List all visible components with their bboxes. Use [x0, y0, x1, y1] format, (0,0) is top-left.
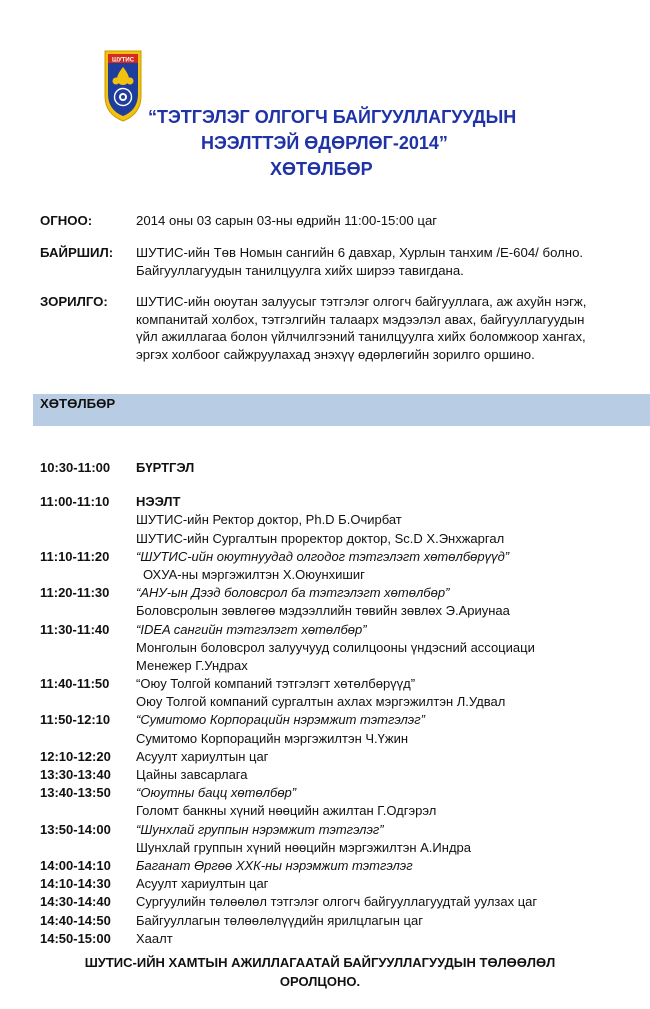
- schedule-row: [40, 839, 640, 857]
- schedule-text: Сургуулийн төлөөлөл тэтгэлэг олгогч байгууллагуудтай уулзах цаг: [136, 894, 538, 910]
- schedule-text: Байгууллагын төлөөлөлүүдийн ярилцлагын цаг: [136, 912, 423, 928]
- logo-label: ШУТИС: [111, 57, 135, 64]
- schedule-row: [40, 766, 640, 784]
- goal-label: ЗОРИЛГО:: [40, 294, 108, 309]
- schedule-time: 13:30-13:40: [40, 767, 111, 782]
- schedule-time: 11:00-11:10: [40, 494, 110, 510]
- footer-note: [40, 953, 600, 991]
- schedule-row: [40, 548, 640, 566]
- schedule-text: Менежер Г.Ундрах: [136, 657, 248, 673]
- schedule-row: [40, 459, 640, 477]
- schedule-row: [40, 675, 640, 693]
- schedule-text: НЭЭЛТ: [136, 494, 181, 510]
- schedule-text: БҮРТГЭЛ: [136, 460, 195, 475]
- schedule-time: 14:40-14:50: [40, 912, 111, 928]
- schedule-row: [40, 857, 640, 875]
- schedule-text: ОХУА-ны мэргэжилтэн Х.Оюунхишиг: [143, 566, 365, 582]
- schedule-text: Цайны завсарлага: [136, 767, 248, 782]
- schedule-row: [40, 602, 640, 620]
- schedule-row: [40, 639, 640, 657]
- place-label: БАЙРШИЛ:: [40, 245, 114, 260]
- schedule-text: ШУТИС-ийн Сургалтын проректор доктор, Sc.D Х.Энхжаргал: [136, 530, 505, 546]
- schedule-text: Асуулт хариултын цаг: [136, 748, 269, 764]
- schedule-row: [40, 730, 640, 748]
- schedule-text: Шунхлай группын хүний нөөцийн мэргэжилтэн А.Индра: [136, 839, 471, 855]
- schedule-time: 11:20-11:30: [40, 585, 110, 601]
- section-header-band: [33, 394, 650, 426]
- schedule-text: “Шунхлай группын нэрэмжит тэтгэлэг”: [136, 821, 384, 837]
- schedule-time: 11:10-11:20: [40, 548, 110, 564]
- schedule-row: [40, 657, 640, 675]
- schedule-list: [40, 459, 640, 948]
- schedule-row: [40, 566, 640, 584]
- schedule-text: “IDEA сангийн тэтгэлэгт хөтөлбөр”: [136, 621, 367, 637]
- university-logo: [104, 50, 142, 122]
- schedule-row: [40, 930, 640, 948]
- schedule-time: 13:50-14:00: [40, 821, 111, 837]
- section-title: ХӨТӨЛБӨР: [40, 396, 116, 411]
- schedule-time: 14:50-15:00: [40, 930, 111, 946]
- schedule-row: [40, 912, 640, 930]
- schedule-time: 11:40-11:50: [40, 676, 110, 692]
- title-line-2: НЭЭЛТТЭЙ ӨДӨРЛӨГ-2014”: [201, 133, 448, 153]
- schedule-time: 11:50-12:10: [40, 712, 111, 728]
- schedule-text: “ШУТИС-ийн оюутнуудад олгодог тэтгэлэгт хөтөлбөрүүд”: [136, 548, 510, 564]
- schedule-time: 10:30-11:00: [40, 460, 111, 475]
- schedule-row: [40, 493, 640, 511]
- schedule-row: [40, 875, 640, 893]
- schedule-time: 11:30-11:40: [40, 621, 110, 637]
- title-line-1: “ТЭТГЭЛЭГ ОЛГОГЧ БАЙГУУЛЛАГУУДЫН: [148, 107, 517, 127]
- schedule-text: Голомт банкны хүний нөөцийн ажилтан Г.Одгэрэл: [136, 803, 437, 819]
- date-label: ОГНОО:: [40, 213, 93, 228]
- schedule-row: [40, 784, 640, 802]
- schedule-text: “Оюу Толгой компаний тэтгэлэгт хөтөлбөрүүд”: [136, 676, 416, 692]
- title-line-3: ХӨТӨЛБӨР: [270, 159, 373, 179]
- schedule-text: ШУТИС-ийн Ректор доктор, Ph.D Б.Очирбат: [136, 512, 402, 528]
- footer-line-2: ОРОЛЦОНО.: [279, 974, 361, 989]
- schedule-time: 14:30-14:40: [40, 894, 111, 910]
- schedule-text: “АНУ-ын Дээд боловсрол ба тэтгэлэгт хөтөлбөр”: [136, 585, 450, 601]
- document-title: [140, 104, 580, 182]
- schedule-row: [40, 711, 640, 729]
- schedule-row: [40, 530, 640, 548]
- goal-text: ШУТИС-ийн оюутан залуусыг тэтгэлэг олгогч байгууллага, аж ахуйн нэгж, компанитай холбох, тэтгэлгийн талаарх мэдээлэл авах, байгууллагуудын үйл ажиллагаа болон үйлчилгээний танилцуулга хийх боломжоор хангах, эргэх холбоог сайжруулахад энэхүү өдөрлөгийн зорилго оршино.: [136, 294, 587, 362]
- schedule-text: “Сумитомо Корпорацийн нэрэмжит тэтгэлэг”: [136, 712, 425, 728]
- schedule-row: [40, 821, 640, 839]
- schedule-time: 14:10-14:30: [40, 876, 111, 892]
- schedule-time: 12:10-12:20: [40, 748, 111, 764]
- schedule-row: [40, 584, 640, 602]
- schedule-row: [40, 621, 640, 639]
- schedule-row: [40, 693, 640, 711]
- schedule-text: “Оюутны бацц хөтөлбөр”: [136, 785, 297, 801]
- schedule-row: [40, 511, 640, 529]
- date-text: 2014 оны 03 сарын 03-ны өдрийн 11:00-15:00 цаг: [136, 213, 438, 228]
- footer-line-1: ШУТИС-ИЙН ХАМТЫН АЖИЛЛАГААТАЙ БАЙГУУЛЛАГУУДЫН ТӨЛӨӨЛӨЛ: [84, 955, 556, 970]
- schedule-text: Оюу Толгой компаний сургалтын ахлах мэргэжилтэн Л.Удвал: [136, 694, 506, 710]
- schedule-row: [40, 893, 640, 911]
- schedule-text: Сумитомо Корпорацийн мэргэжилтэн Ч.Үжин: [136, 730, 409, 746]
- schedule-row: [40, 802, 640, 820]
- schedule-text: Хаалт: [136, 930, 173, 946]
- schedule-time: 14:00-14:10: [40, 857, 111, 873]
- schedule-text: Монголын боловсрол залуучууд солилцооны үндэсний ассоциаци: [136, 639, 535, 655]
- schedule-text: Баганат Өргөө ХХК-ны нэрэмжит тэтгэлэг: [136, 857, 413, 873]
- place-text: ШУТИС-ийн Төв Номын сангийн 6 давхар, Хурлын танхим /Е-604/ болно. Байгууллагуудын танилцуулга хийх ширээ тавигдана.: [136, 245, 584, 278]
- schedule-row: [40, 748, 640, 766]
- schedule-text: Асуулт хариултын цаг: [136, 876, 269, 892]
- schedule-time: 13:40-13:50: [40, 785, 111, 801]
- schedule-text: Боловсролын зөвлөгөө мэдээллийн төвийн зөвлөх Э.Ариунаа: [136, 603, 510, 619]
